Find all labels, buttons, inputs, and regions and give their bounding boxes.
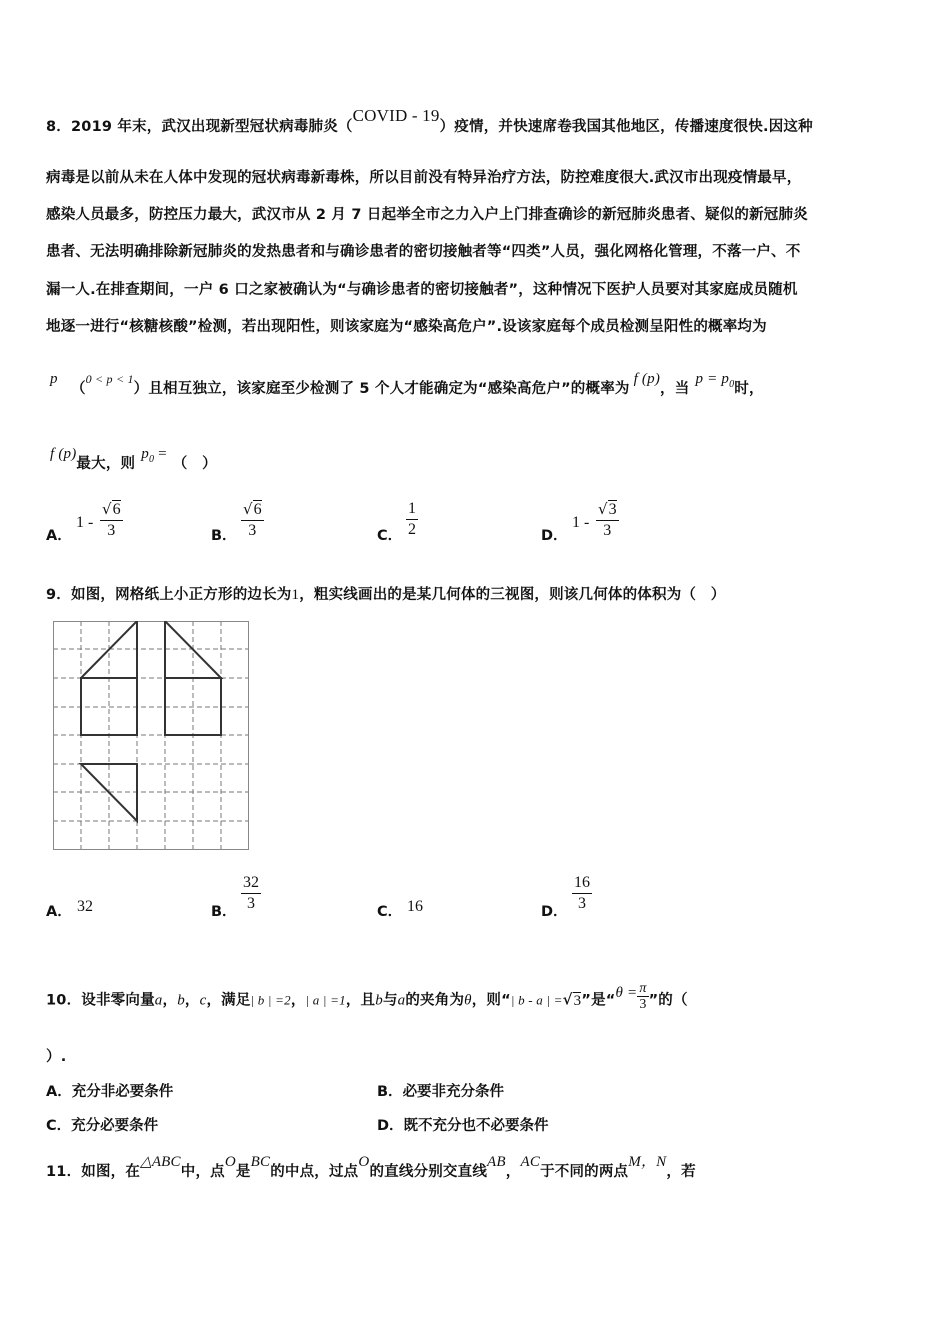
q8-line-1: 8．2019 年末，武汉出现新型冠状病毒肺炎（COVID - 19）疫情，并快速席卷我国其他地区，传播速度很快.因这种 (46, 106, 813, 135)
q11-line-1: 11．如图，在△ABC中，点O是BC的中点，过点O的直线分别交直线AB，AC于不同的两点M，N，若 (46, 1154, 696, 1180)
q8-b-fraction: $\frac{√6}{3}$ (243, 500, 262, 539)
q10-line-1: 10．设非零向量a，b，c，满足| b | =2，| a | =1，且b与a的夹角为θ，则“| b - a | =√3”是“θ = $\frac{\pi}{3}$ ”的（ (46, 981, 688, 1012)
q8-line-7: p （$^{0 < p < 1}$）且相互独立，该家庭至少检测了 5 个人才能确定为“感染高危户”的概率为f (p)，当$p = p^0$时， (50, 371, 764, 397)
covid-label: COVID - 19 (352, 106, 440, 125)
q10-line-2: ）. (46, 1049, 67, 1065)
q8-line-2: 病毒是以前从未在人体中发现的冠状病毒新毒株，所以目前没有特异治疗方法，防控难度很大.武汉市出现疫情最早， (46, 170, 802, 186)
q8-a-fraction: $\frac{√6}{3}$ (102, 500, 121, 539)
q8-d-fraction: $\frac{√3}{3}$ (598, 500, 617, 539)
q10-option-d[interactable]: D．既不充分也不必要条件 (377, 1118, 549, 1134)
three-view-figure (53, 621, 251, 851)
q8-c-fraction: $\frac{1}{2}$ (408, 500, 416, 538)
q9-b-fraction: $\frac{32}{3}$ (243, 874, 259, 912)
q9-d-fraction: $\frac{16}{3}$ (574, 874, 590, 912)
q8-line-4: 患者、无法明确排除新冠肺炎的发热患者和与确诊患者的密切接触者等“四类”人员，强化网格化管理，不落一户、不 (46, 244, 801, 260)
q10-option-a[interactable]: A．充分非必要条件 (46, 1084, 174, 1100)
q10-option-c[interactable]: C．充分必要条件 (46, 1118, 159, 1134)
q8-line-3: 感染人员最多，防控压力最大，武汉市从 2 月 7 日起举全市之力入户上门排查确诊的新冠肺炎患者、疑似的新冠肺炎 (46, 207, 808, 223)
q9-stem: 9．如图，网格纸上小正方形的边长为1，粗实线画出的是某几何体的三视图，则该几何体的体积为（ ） (46, 587, 726, 603)
q8-line-8: f (p)最大，则$p^0$ =（ ） (50, 446, 217, 472)
q10-option-b[interactable]: B．必要非充分条件 (377, 1084, 505, 1100)
q8-line-5: 漏一人.在排查期间，一户 6 口之家被确认为“与确诊患者的密切接触者”，这种情况下医护人员要对其家庭成员随机 (46, 282, 798, 298)
q8-line-6: 地逐一进行“核糖核酸”检测，若出现阳性，则该家庭为“感染高危户”.设该家庭每个成员检测呈阳性的概率均为 (46, 319, 767, 335)
